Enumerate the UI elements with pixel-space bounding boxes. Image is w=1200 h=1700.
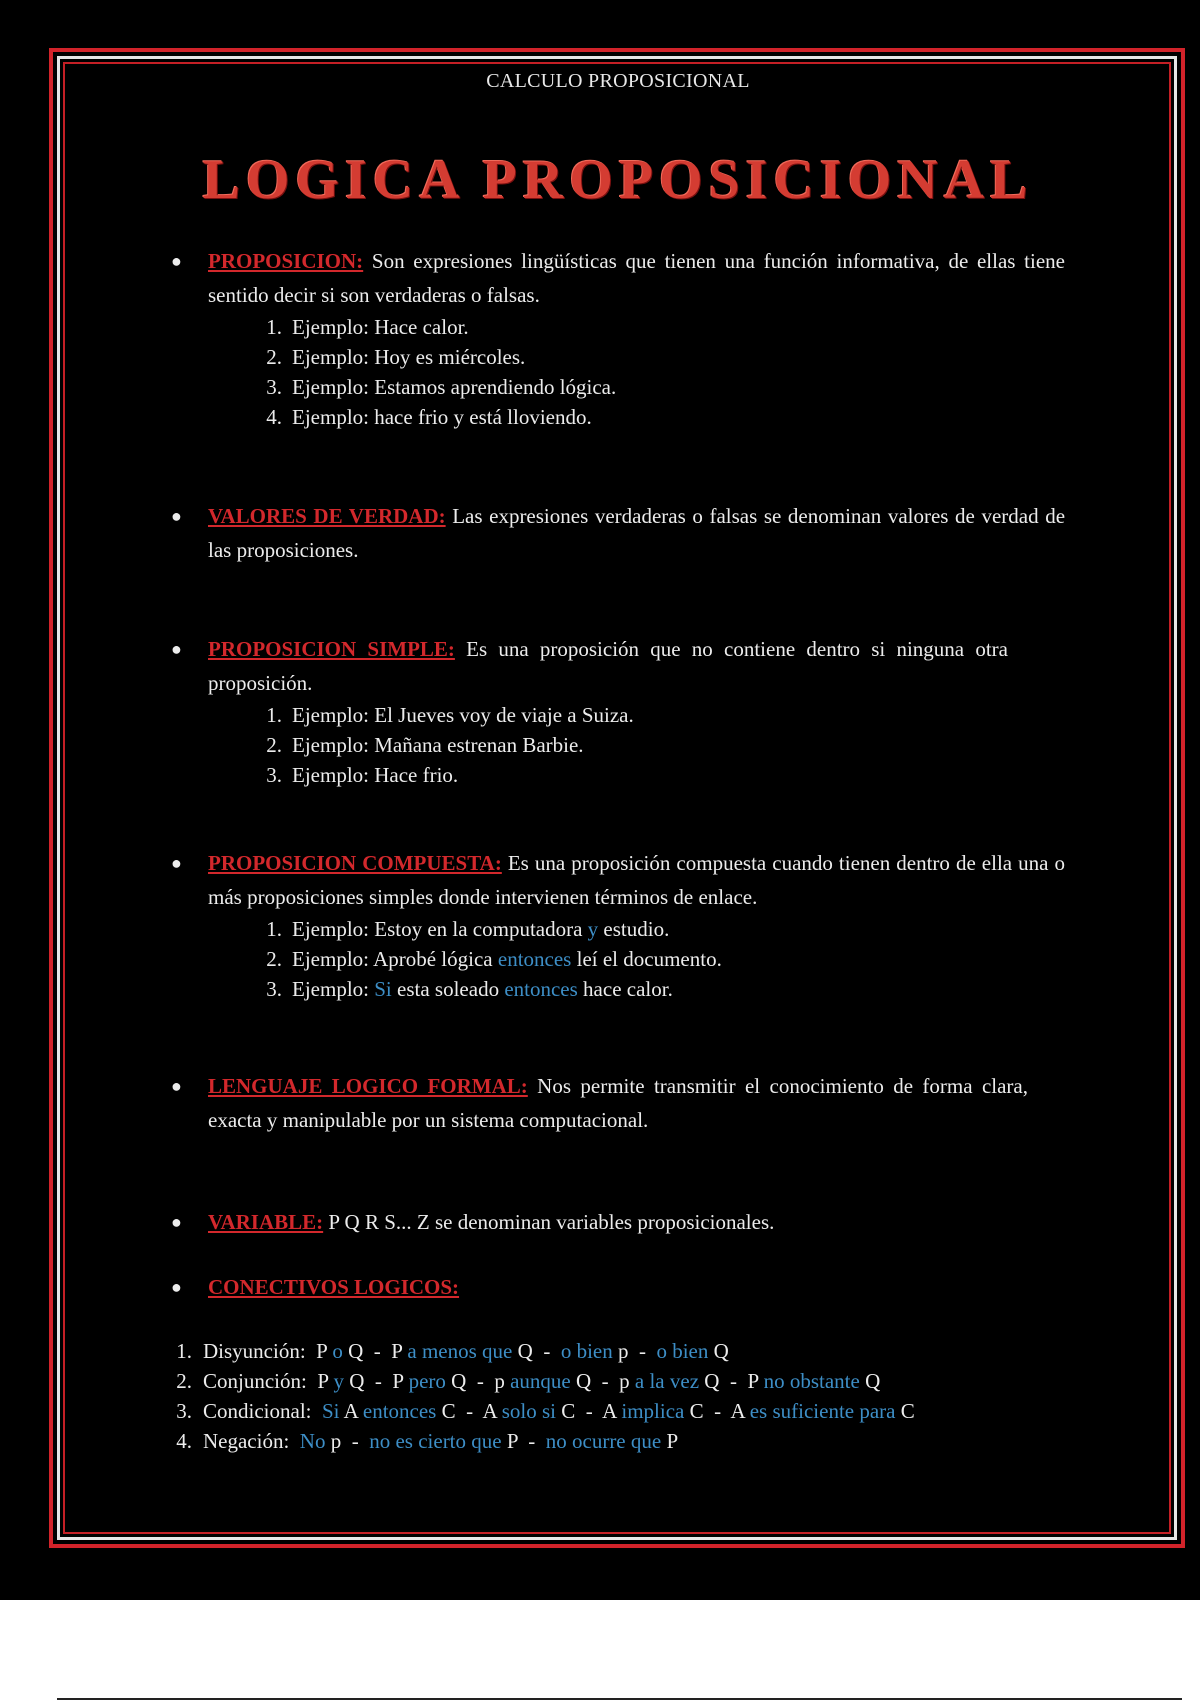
term-variable: VARIABLE: [208,1210,324,1234]
list-item: 3. Ejemplo: Estamos aprendiendo lógica. [266,375,617,399]
bullet-icon: ● [171,506,182,526]
bullet-icon: ● [171,1212,182,1232]
list-item: 4. Ejemplo: hace frio y está lloviendo. [266,405,592,429]
definition-valores: Las expresiones verdaderas o falsas se denominan valores de verdad de las proposiciones. [208,504,1066,562]
list-item: 2. Ejemplo: Aprobé lógica entonces leí el documento. [266,947,722,971]
bullet-icon: ● [171,639,182,659]
definition-proposicion: Son expresiones lingüísticas que tienen una función informativa, de ellas tiene sentido decir si son verdaderas o falsas. [208,249,1065,307]
section-conectivos [165,1270,1065,1304]
list-item: 3. Ejemplo: Si esta soleado entonces hace calor. [266,977,673,1001]
term-proposicion: PROPOSICION: [208,249,364,273]
definition-simple: Es una proposición que no contiene dentro si ninguna otra proposición. [208,637,1008,695]
list-item: 2. Ejemplo: Mañana estrenan Barbie. [266,733,584,757]
term-simple: PROPOSICION SIMPLE: [208,637,455,661]
section-lenguaje [165,1069,1065,1137]
connective-disyuncion: 1. Disyunción: P o Q - P a menos que Q - o bien p - o bien Q [176,1339,729,1363]
connective-negacion: 4. Negación: No p - no es cierto que P - no ocurre que P [176,1429,679,1453]
connective-condicional: 3. Condicional: Si A entonces C - A solo si C - A implica C - A es suficiente para C [176,1399,915,1423]
page-title: LOGICA PROPOSICIONAL [202,149,1034,211]
page-header: CALCULO PROPOSICIONAL [486,70,750,92]
bullet-icon: ● [171,1076,182,1096]
examples-simple [245,700,1065,790]
section-proposicion [165,244,1065,432]
bullet-icon: ● [171,853,182,873]
term-conectivos: CONECTIVOS LOGICOS: [208,1275,460,1299]
bullet-icon: ● [171,251,182,271]
examples-proposicion [245,312,1065,432]
definition-lenguaje: Nos permite transmitir el conocimiento de forma clara, exacta y manipulable por un sistema computacional. [208,1074,1028,1132]
term-compuesta: PROPOSICION COMPUESTA: [208,851,502,875]
section-variable [165,1205,1065,1239]
list-item: 1. Ejemplo: Hace calor. [266,315,469,339]
list-item: 2. Ejemplo: Hoy es miércoles. [266,345,526,369]
list-item: 1. Ejemplo: Estoy en la computadora y estudio. [266,917,670,941]
list-item: 1. Ejemplo: El Jueves voy de viaje a Suiza. [266,703,634,727]
section-compuesta [165,846,1065,1004]
term-lenguaje: LENGUAJE LOGICO FORMAL: [208,1074,528,1098]
definition-compuesta: Es una proposición compuesta cuando tienen dentro de ella una o más proposiciones simples donde intervienen términos de enlace. [208,851,1065,909]
definition-variable: P Q R S... Z se denominan variables proposicionales. [323,1210,775,1234]
bullet-icon: ● [171,1277,182,1297]
list-item: 3. Ejemplo: Hace frio. [266,763,459,787]
section-simple [165,632,1065,790]
connective-conjuncion: 2. Conjunción: P y Q - P pero Q - p aunque Q - p a la vez Q - P no obstante Q [176,1369,881,1393]
connectives-list [165,1336,1065,1456]
section-valores [165,499,1065,567]
examples-compuesta [245,914,1065,1004]
term-valores: VALORES DE VERDAD: [208,504,446,528]
